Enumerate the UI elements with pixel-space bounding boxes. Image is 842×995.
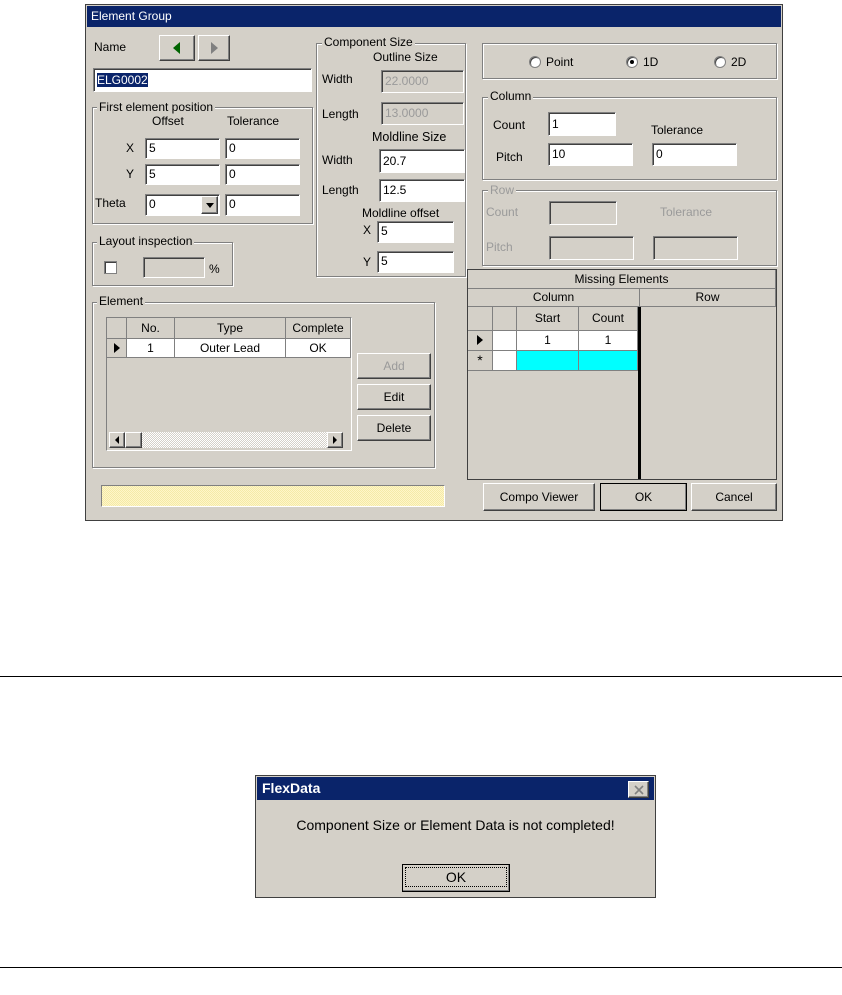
edit-button[interactable] (357, 384, 431, 410)
1d-radio[interactable] (626, 56, 638, 68)
table-row-no[interactable]: 1 (127, 339, 175, 358)
edit-label: Edit (383, 390, 405, 404)
add-label: Add (383, 359, 405, 373)
col-type-header: Type (175, 318, 286, 339)
missing-elements-header: Missing Elements (468, 270, 776, 289)
arrow-left-icon (113, 435, 121, 445)
layout-percent-input[interactable] (143, 257, 205, 278)
offset-x-label: X (363, 223, 372, 237)
offset-header: Offset (152, 114, 184, 128)
point-radio[interactable] (529, 56, 541, 68)
close-icon (634, 785, 644, 795)
row-title: Row (490, 183, 515, 197)
mold-width-input[interactable]: 20.7 (379, 149, 465, 173)
start-header: Start (517, 307, 579, 331)
x-offset-input[interactable]: 5 (145, 138, 220, 159)
percent-unit: % (209, 262, 220, 276)
missing-start-cell[interactable]: 1 (517, 331, 579, 351)
missing-count-cell[interactable]: 1 (579, 331, 638, 351)
moldline-offset-title: Moldline offset (362, 206, 440, 220)
name-label: Name (94, 40, 127, 54)
dialog-message: Component Size or Element Data is not completed! (296, 817, 615, 833)
first-position-title: First element position (99, 100, 214, 114)
delete-button[interactable] (357, 415, 431, 441)
new-row-blank[interactable] (493, 351, 517, 371)
grid-corner (107, 318, 127, 339)
table-row-type[interactable]: Outer Lead (175, 339, 286, 358)
theta-tolerance-input[interactable]: 0 (225, 194, 300, 216)
outline-length-input[interactable]: 13.0000 (381, 102, 464, 125)
dialog-close-button[interactable] (628, 781, 649, 798)
2d-label: 2D (731, 55, 747, 69)
previous-button[interactable] (159, 35, 195, 61)
offset-x-input[interactable]: 5 (377, 221, 454, 243)
missing-row-header: Row (640, 289, 776, 307)
new-row-marker[interactable]: * (468, 351, 493, 371)
window-title: Element Group (87, 6, 781, 27)
status-bar (101, 485, 445, 507)
outline-width-input[interactable]: 22.0000 (381, 70, 464, 93)
theta-dropdown-button[interactable] (201, 196, 218, 214)
ok-button[interactable] (600, 483, 687, 511)
outline-length-label: Length (322, 107, 359, 121)
row-pointer-icon (476, 334, 484, 346)
arrow-right-icon (331, 435, 339, 445)
new-count-cell[interactable] (579, 351, 638, 371)
row-count-input[interactable] (549, 201, 617, 225)
moldline-size-title: Moldline Size (372, 130, 447, 144)
cancel-label: Cancel (715, 490, 753, 504)
column-pitch-input[interactable]: 10 (548, 143, 633, 166)
arrow-right-icon (207, 41, 221, 55)
column-pitch-label: Pitch (496, 150, 523, 164)
horizontal-scrollbar[interactable] (109, 432, 343, 448)
row-pointer-icon (113, 342, 121, 354)
table-row-complete[interactable]: OK (286, 339, 351, 358)
row-selector[interactable] (107, 339, 127, 358)
chevron-down-icon (205, 202, 215, 210)
col-complete-header: Complete (286, 318, 351, 339)
theta-label: Theta (95, 196, 126, 210)
column-count-input[interactable]: 1 (548, 112, 616, 136)
flexdata-dialog (255, 775, 656, 898)
column-title: Column (490, 89, 532, 103)
mold-length-input[interactable]: 12.5 (379, 179, 465, 202)
offset-y-input[interactable]: 5 (377, 251, 454, 273)
grid-divider (638, 307, 641, 479)
dialog-title: FlexData (257, 777, 654, 800)
next-button[interactable] (198, 35, 230, 61)
element-group-window (85, 4, 783, 521)
missing-elements-grid (467, 269, 777, 480)
arrow-left-icon (170, 41, 184, 55)
compo-viewer-button[interactable] (483, 483, 595, 511)
row-count-label: Count (486, 205, 519, 219)
scroll-thumb[interactable] (125, 432, 142, 448)
element-grid (106, 317, 352, 451)
scroll-left-button[interactable] (109, 432, 125, 448)
row-tolerance-label: Tolerance (660, 205, 713, 219)
dialog-ok-label: OK (405, 867, 507, 887)
dialog-ok-button[interactable] (402, 864, 510, 892)
missing-row-blank[interactable] (493, 331, 517, 351)
outline-width-label: Width (322, 72, 353, 86)
layout-inspection-title: Layout inspection (99, 234, 193, 248)
y-tolerance-input[interactable]: 0 (225, 164, 300, 185)
row-pitch-input[interactable] (549, 236, 634, 260)
column-count-label: Count (493, 118, 526, 132)
row-pitch-label: Pitch (486, 240, 513, 254)
missing-corner (468, 307, 493, 331)
column-group (482, 97, 777, 180)
new-start-cell[interactable] (517, 351, 579, 371)
name-value: ELG0002 (97, 73, 148, 87)
y-offset-input[interactable]: 5 (145, 164, 220, 185)
delete-label: Delete (376, 421, 412, 435)
row-tolerance-input[interactable] (653, 236, 738, 260)
element-title: Element (99, 294, 144, 308)
scroll-right-button[interactable] (327, 432, 343, 448)
y-label: Y (126, 167, 135, 181)
component-size-title: Component Size (324, 35, 413, 49)
add-button[interactable] (357, 353, 431, 379)
cancel-button[interactable] (691, 483, 777, 511)
name-input[interactable] (93, 68, 312, 92)
count-header: Count (579, 307, 638, 331)
ok-label: OK (634, 490, 653, 504)
outline-size-title: Outline Size (373, 50, 438, 64)
compo-viewer-label: Compo Viewer (499, 490, 579, 504)
2d-radio[interactable] (714, 56, 726, 68)
column-tolerance-input[interactable]: 0 (652, 143, 737, 166)
mold-width-label: Width (322, 153, 353, 167)
missing-row-selector[interactable] (468, 331, 493, 351)
missing-col-blank (493, 307, 517, 331)
x-tolerance-input[interactable]: 0 (225, 138, 300, 159)
x-label: X (126, 141, 135, 155)
column-tolerance-label: Tolerance (651, 123, 704, 137)
col-no-header: No. (127, 318, 175, 339)
theta-select[interactable] (145, 194, 220, 216)
page-divider-bottom (0, 967, 842, 968)
mold-length-label: Length (322, 183, 359, 197)
page-divider-top (0, 676, 842, 677)
layout-checkbox[interactable] (104, 261, 117, 274)
theta-value: 0 (149, 197, 156, 211)
offset-y-label: Y (363, 255, 372, 269)
missing-column-header: Column (468, 289, 640, 307)
1d-label: 1D (643, 55, 659, 69)
point-label: Point (546, 55, 574, 69)
tolerance-header: Tolerance (227, 114, 280, 128)
